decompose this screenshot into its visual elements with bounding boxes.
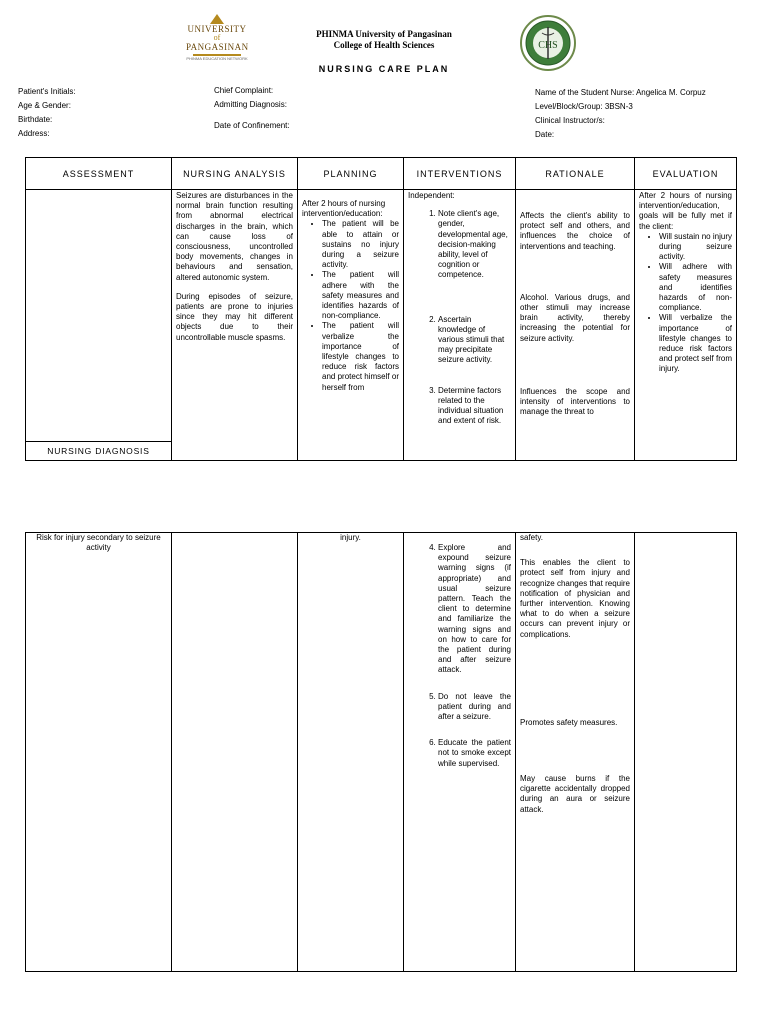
header-planning: PLANNING bbox=[298, 158, 404, 190]
patient-initials-label: Patient's Initials: bbox=[18, 87, 76, 96]
intervention-item: 1. Note client's age, gender, developmental age, decision-making ability, level of cognition or competence. bbox=[438, 209, 511, 280]
intervention-item: 3. Determine factors related to the individual situation and extent of risk. bbox=[438, 386, 511, 427]
header-nursing-analysis: NURSING ANALYSIS bbox=[172, 158, 298, 190]
rationale-cell bbox=[516, 190, 635, 461]
evaluation-cell bbox=[635, 190, 737, 461]
rationale-item: Influences the scope and intensity of interventions to manage the threat to bbox=[520, 386, 630, 417]
analysis-paragraph: Seizures are disturbances in the normal brain function resulting from abnormal electrical discharges in the brain, which can cause loss of consciousness, uncontrolled body movements, changes in behaviours and sensation, altered autonomic system. bbox=[176, 191, 293, 282]
logo-tagline: PHINMA EDUCATION NETWORK bbox=[186, 56, 248, 61]
evaluation-item: • Will sustain no injury during seizure activity. bbox=[659, 232, 732, 263]
interventions-cell-cont bbox=[404, 533, 516, 972]
rationale-cell-cont bbox=[516, 533, 635, 972]
planning-intro: After 2 hours of nursing intervention/education: bbox=[302, 199, 386, 219]
document-title: NURSING CARE PLAN bbox=[318, 64, 450, 74]
header-evaluation: EVALUATION bbox=[635, 158, 737, 190]
logo-amp: of bbox=[213, 33, 221, 42]
analysis-cell-cont bbox=[172, 533, 298, 972]
table-row bbox=[26, 190, 737, 461]
rationale-item: safety. bbox=[520, 533, 543, 542]
address-label: Address: bbox=[18, 129, 50, 138]
care-plan-table-part1 bbox=[25, 157, 737, 461]
rationale-item: May cause burns if the cigarette accidentally dropped during an aura or seizure attack. bbox=[520, 774, 630, 814]
birthdate-label: Birthdate: bbox=[18, 115, 53, 124]
rationale-item: Alcohol. Various drugs, and other stimuli may increase brain activity, thereby increasing the potential for seizure activity. bbox=[520, 292, 630, 343]
chief-complaint-label: Chief Complaint: bbox=[214, 86, 274, 95]
college-name: College of Health Sciences bbox=[333, 40, 435, 50]
planning-cell bbox=[298, 190, 404, 461]
header-rationale: RATIONALE bbox=[516, 158, 635, 190]
torch-icon bbox=[210, 14, 224, 24]
evaluation-cell-cont bbox=[635, 533, 737, 972]
student-nurse-label: Name of the Student Nurse: Angelica M. Corpuz bbox=[535, 88, 706, 97]
rationale-item: Affects the client's ability to protect self and others, and influences the choice of interventions and teaching. bbox=[520, 211, 630, 251]
evaluation-intro: After 2 hours of nursing intervention/education, goals will be fully met if the client: bbox=[639, 191, 732, 231]
header-assessment: ASSESSMENT bbox=[26, 158, 172, 190]
admitting-diagnosis-label: Admitting Diagnosis: bbox=[214, 100, 287, 109]
analysis-paragraph: During episodes of seizure, patients are prone to injuries since they may hit different objects due to their uncontrollable muscle spasms. bbox=[176, 291, 293, 342]
rationale-item: Promotes safety measures. bbox=[520, 717, 618, 727]
age-gender-label: Age & Gender: bbox=[18, 101, 71, 110]
planning-item: • The patient will be able to attain or sustains no injury during a seizure activity. bbox=[322, 219, 399, 270]
university-name: PHINMA University of Pangasinan bbox=[316, 29, 452, 39]
rationale-item: This enables the client to protect self from injury and recognize changes that require notification of physician and further intervention. Knowing what to do when a seizure occurs can prevent injury or complications. bbox=[520, 558, 630, 639]
care-plan-table-part2 bbox=[25, 532, 737, 972]
assessment-cell bbox=[26, 190, 172, 461]
planning-continuation: injury. bbox=[340, 533, 361, 542]
interventions-label: Independent: bbox=[408, 191, 455, 200]
intervention-item: 6. Educate the patient not to smoke except while supervised. bbox=[438, 738, 511, 769]
intervention-item: 4. Explore and expound seizure warning signs (if appropriate) and usual seizure pattern. Teach the client to determine and familiarize the warning signs and on how to care for the patient during and after seizure attack. bbox=[438, 543, 511, 676]
intervention-item: 5. Do not leave the patient during and after a seizure. bbox=[438, 692, 511, 723]
planning-item: • The patient will adhere with the safety measures and identifies hazards of non-compliance. bbox=[322, 270, 399, 321]
level-block-label: Level/Block/Group: 3BSN-3 bbox=[535, 102, 633, 111]
planning-cell-cont bbox=[298, 533, 404, 972]
table-row bbox=[26, 533, 737, 972]
diagnosis-cell bbox=[26, 533, 172, 972]
seal-text: CHS bbox=[538, 40, 558, 51]
nursing-diagnosis-text: Risk for injury secondary to seizure activity bbox=[36, 533, 161, 553]
planning-item: • The patient will verbalize the importance of lifestyle changes to reduce risk factors and protect himself or herself from bbox=[322, 321, 399, 392]
evaluation-item: • Will verbalize the importance of lifestyle changes to reduce risk factors and protect self from injury. bbox=[659, 313, 732, 374]
date-label: Date: bbox=[535, 130, 555, 139]
logo-line2: PANGASINAN bbox=[186, 42, 249, 52]
interventions-cell bbox=[404, 190, 516, 461]
header-interventions: INTERVENTIONS bbox=[404, 158, 516, 190]
table-header-row bbox=[26, 158, 737, 190]
intervention-item: 2. Ascertain knowledge of various stimuli that may precipitate seizure activity. bbox=[438, 315, 511, 366]
clinical-instructor-label: Clinical Instructor/s: bbox=[535, 116, 605, 125]
logo-line1: UNIVERSITY bbox=[187, 24, 247, 34]
analysis-cell bbox=[172, 190, 298, 461]
date-confinement-label: Date of Confinement: bbox=[214, 121, 290, 130]
nursing-diagnosis-label: NURSING DIAGNOSIS bbox=[26, 441, 171, 460]
evaluation-item: • Will adhere with safety measures and identifies hazards of non-compliance. bbox=[659, 262, 732, 313]
